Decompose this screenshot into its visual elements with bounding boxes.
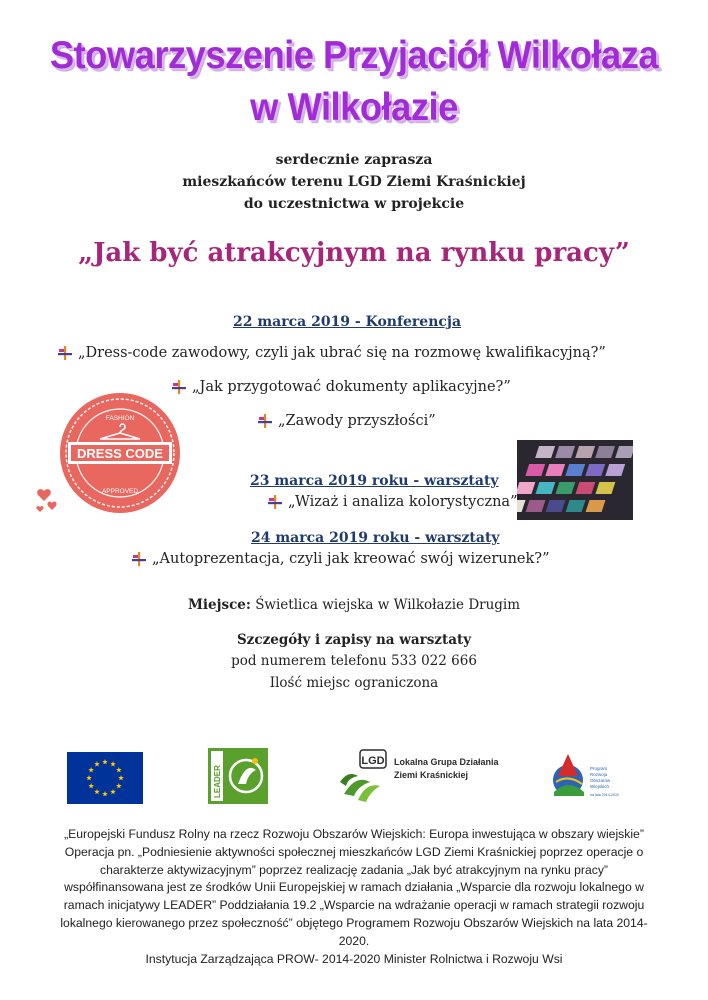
leader-logo: [208, 748, 268, 804]
schedule-item: [268, 494, 517, 510]
schedule-item: [258, 413, 436, 429]
place-label: Miejsce:: [187, 597, 251, 613]
invitation-line2: mieszkańców terenu LGD Ziemi Kraśnickiej: [182, 174, 526, 190]
badge-main-text: DRESS CODE: [77, 446, 163, 461]
bullet-icon: [258, 414, 272, 428]
bullet-icon: [58, 346, 72, 360]
event-place: [0, 597, 708, 613]
bullet-icon: [268, 495, 282, 509]
funding-line: lokalnego kierowanego przez społeczność” objętego Programem Rozwoju Obszarów Wiejskich na lata 2014-: [60, 915, 648, 930]
prow-line3: Obszarów: [590, 778, 611, 783]
place-value: Świetlica wiejska w Wilkołazie Drugim: [255, 597, 521, 613]
schedule-item-text: „Dress-code zawodowy, czyli jak ubrać się na rozmowę kwalifikacyjną?”: [78, 345, 606, 361]
prow-line1: Program: [590, 766, 608, 771]
project-title: „Jak być atrakcyjnym na rynku pracy”: [78, 238, 630, 268]
lgd-abbr-text: LGD: [361, 755, 385, 767]
schedule-date-day1: 22 marca 2019 - Konferencja: [233, 314, 462, 330]
badge-top-text: FASHION: [105, 415, 135, 422]
phone-line: pod numerem telefonu 533 022 666: [231, 653, 477, 669]
heart-decoration-icon: [36, 489, 56, 512]
funding-line: Instytucja Zarządzająca PROW- 2014-2020 Minister Rolnictwa i Rozwoju Wsi: [145, 951, 563, 966]
schedule-item: [132, 551, 550, 567]
makeup-palette-image: [517, 440, 633, 520]
schedule-item-text: „Wizaż i analiza kolorystyczna”: [288, 494, 518, 510]
invitation-line3: do uczestnictwa w projekcie: [243, 196, 465, 212]
schedule-item-text: „Zawody przyszłości”: [278, 413, 436, 429]
details-heading: Szczegóły i zapisy na warsztaty: [236, 632, 472, 648]
schedule-item-text: „Jak przygotować dokumenty aplikacyjne?”: [192, 379, 511, 395]
limit-line: Ilość miejsc ograniczona: [269, 675, 439, 691]
prow-line2: Rozwoju: [590, 772, 608, 777]
badge-bottom-text: APPROVED: [101, 488, 139, 495]
dress-code-badge: [32, 385, 200, 525]
funding-line: współfinansowana jest ze środków Unii Europejskiej w ramach działania „Wsparcie dla rozwoju lokalnego w: [64, 880, 644, 895]
lgd-name-line1: Lokalna Grupa Działania: [394, 757, 499, 767]
funding-line: 2020.: [338, 933, 370, 948]
eu-flag-logo: [67, 752, 143, 804]
organization-title-line1: Stowarzyszenie Przyjaciół Wilkołaza: [49, 34, 659, 77]
lgd-logo: [336, 748, 506, 808]
schedule-date-day3: 24 marca 2019 roku - warsztaty: [251, 530, 500, 546]
leader-text: LEADER: [213, 765, 222, 798]
prow-logo: [548, 748, 632, 808]
schedule-date-day2: 23 marca 2019 roku - warsztaty: [250, 473, 499, 489]
invitation-line1: serdecznie zaprasza: [275, 152, 433, 168]
funding-line: ramach inicjatywy LEADER” Poddziałania 19.2 „Wsparcie na wdrażanie operacji w ramach strategii rozwoju: [63, 898, 645, 913]
prow-line4: Wiejskich: [590, 784, 610, 789]
organization-title-line2: w Wilkołazie: [250, 86, 458, 129]
bullet-icon: [132, 552, 146, 566]
funding-line: Operacja pn. „Podniesienie aktywności społecznej mieszkańców LGD Ziemi Kraśnickiej poprzez operacje o: [64, 844, 644, 859]
schedule-item: [58, 345, 606, 361]
lgd-name-line2: Ziemi Kraśnickiej: [394, 770, 469, 780]
funding-line: „Europejski Fundusz Rolny na rzecz Rozwoju Obszarów Wiejskich: Europa inwestująca w obszary wiejskie”: [64, 827, 644, 841]
schedule-item: [172, 379, 511, 395]
funding-statement: [30, 826, 678, 968]
prow-years: na lata 2014-2020: [590, 793, 619, 797]
funding-line: charakterze aktywizacyjnym” poprzez realizację zadania „Jak być atrakcyjnym na rynku pracy”: [99, 862, 608, 877]
schedule-item-text: „Autoprezentacja, czyli jak kreować swój wizerunek?”: [152, 551, 550, 567]
